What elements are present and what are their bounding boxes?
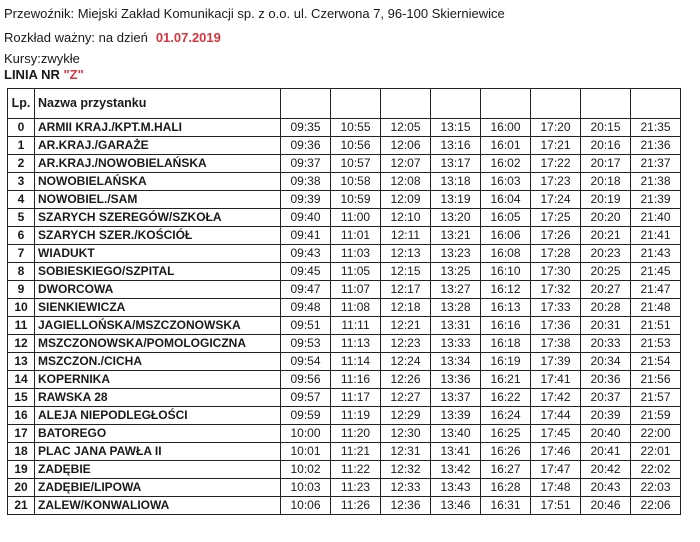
stop-number: 3	[8, 173, 35, 191]
departure-time: 17:22	[531, 155, 581, 173]
departure-time: 09:57	[281, 389, 331, 407]
departure-time: 20:20	[581, 209, 631, 227]
departure-time: 11:03	[331, 245, 381, 263]
table-header-row	[8, 89, 681, 119]
stop-number: 18	[8, 443, 35, 461]
departure-time: 13:37	[431, 389, 481, 407]
table-row	[8, 245, 681, 263]
table-row	[8, 209, 681, 227]
departure-time: 11:14	[331, 353, 381, 371]
departure-time: 20:28	[581, 299, 631, 317]
table-row	[8, 497, 681, 515]
departure-time: 16:16	[481, 317, 531, 335]
departure-time: 20:25	[581, 263, 631, 281]
stop-number: 21	[8, 497, 35, 515]
departure-time: 20:15	[581, 119, 631, 137]
departure-time: 16:05	[481, 209, 531, 227]
departure-time: 13:40	[431, 425, 481, 443]
stop-number: 11	[8, 317, 35, 335]
departure-time: 21:38	[631, 173, 681, 191]
departure-time: 09:35	[281, 119, 331, 137]
departure-time: 16:26	[481, 443, 531, 461]
stop-number: 0	[8, 119, 35, 137]
departure-time: 17:51	[531, 497, 581, 515]
stop-number: 10	[8, 299, 35, 317]
table-row	[8, 425, 681, 443]
departure-time: 12:23	[381, 335, 431, 353]
departure-time: 09:51	[281, 317, 331, 335]
departure-time: 20:41	[581, 443, 631, 461]
departure-time: 20:21	[581, 227, 631, 245]
departure-time: 13:19	[431, 191, 481, 209]
departure-time: 20:46	[581, 497, 631, 515]
departure-time: 11:26	[331, 497, 381, 515]
departure-time: 12:15	[381, 263, 431, 281]
departure-time: 16:03	[481, 173, 531, 191]
departure-time: 11:05	[331, 263, 381, 281]
departure-time: 09:37	[281, 155, 331, 173]
departure-time: 12:27	[381, 389, 431, 407]
departure-time: 22:00	[631, 425, 681, 443]
stop-name: SOBIESKIEGO/SZPITAL	[35, 263, 281, 281]
stop-number: 15	[8, 389, 35, 407]
stop-name: ZALEW/KONWALIOWA	[35, 497, 281, 515]
timetable	[7, 88, 681, 515]
table-row	[8, 191, 681, 209]
stop-name: JAGIELLOŃSKA/MSZCZONOWSKA	[35, 317, 281, 335]
departure-time: 13:18	[431, 173, 481, 191]
carrier-line: Przewoźnik: Miejski Zakład Komunikacji sp. z o.o. ul. Czerwona 7, 96-100 Skierniewice	[4, 6, 505, 21]
departure-time: 21:40	[631, 209, 681, 227]
departure-time: 12:17	[381, 281, 431, 299]
departure-time: 11:16	[331, 371, 381, 389]
departure-time: 22:03	[631, 479, 681, 497]
table-row	[8, 227, 681, 245]
departure-time: 20:27	[581, 281, 631, 299]
departure-time: 21:57	[631, 389, 681, 407]
departure-time: 17:36	[531, 317, 581, 335]
departure-time: 21:37	[631, 155, 681, 173]
departure-time: 13:46	[431, 497, 481, 515]
departure-time: 17:23	[531, 173, 581, 191]
table-row	[8, 371, 681, 389]
stop-number: 13	[8, 353, 35, 371]
departure-time: 16:10	[481, 263, 531, 281]
departure-time: 16:12	[481, 281, 531, 299]
departure-time: 12:11	[381, 227, 431, 245]
departure-time: 12:32	[381, 461, 431, 479]
departure-time: 21:39	[631, 191, 681, 209]
departure-time: 09:40	[281, 209, 331, 227]
departure-time: 13:17	[431, 155, 481, 173]
departure-time: 21:48	[631, 299, 681, 317]
departure-time: 17:33	[531, 299, 581, 317]
departure-time: 13:33	[431, 335, 481, 353]
departure-time: 09:47	[281, 281, 331, 299]
stop-name: ARMII KRAJ./KPT.M.HALI	[35, 119, 281, 137]
departure-time: 17:48	[531, 479, 581, 497]
departure-time: 20:43	[581, 479, 631, 497]
departure-time: 20:39	[581, 407, 631, 425]
departure-time: 21:41	[631, 227, 681, 245]
departure-time: 16:22	[481, 389, 531, 407]
departure-time: 09:53	[281, 335, 331, 353]
stop-name: ALEJA NIEPODLEGŁOŚCI	[35, 407, 281, 425]
table-row	[8, 155, 681, 173]
stop-number: 20	[8, 479, 35, 497]
departure-time: 09:36	[281, 137, 331, 155]
departure-time: 20:42	[581, 461, 631, 479]
stop-name: SIENKIEWICZA	[35, 299, 281, 317]
departure-time: 11:17	[331, 389, 381, 407]
departure-time: 17:39	[531, 353, 581, 371]
departure-time: 11:08	[331, 299, 381, 317]
departure-time: 22:06	[631, 497, 681, 515]
table-row	[8, 479, 681, 497]
departure-time: 17:24	[531, 191, 581, 209]
departure-time: 22:01	[631, 443, 681, 461]
departure-time: 17:47	[531, 461, 581, 479]
departure-time: 09:56	[281, 371, 331, 389]
departure-time: 13:15	[431, 119, 481, 137]
validity-date: 01.07.2019	[155, 30, 221, 45]
departure-time: 09:45	[281, 263, 331, 281]
departure-time: 20:17	[581, 155, 631, 173]
departure-time: 09:43	[281, 245, 331, 263]
departure-time: 13:34	[431, 353, 481, 371]
stop-name: MSZCZON./CICHA	[35, 353, 281, 371]
departure-time: 12:30	[381, 425, 431, 443]
departure-time: 21:56	[631, 371, 681, 389]
departure-time: 21:36	[631, 137, 681, 155]
header-blank-cell	[581, 89, 631, 119]
departure-time: 17:25	[531, 209, 581, 227]
departure-time: 09:54	[281, 353, 331, 371]
stop-name: NOWOBIEL./SAM	[35, 191, 281, 209]
table-row	[8, 137, 681, 155]
departure-time: 20:36	[581, 371, 631, 389]
departure-time: 17:38	[531, 335, 581, 353]
table-row	[8, 407, 681, 425]
departure-time: 11:11	[331, 317, 381, 335]
table-row	[8, 389, 681, 407]
table-row	[8, 299, 681, 317]
departure-time: 13:39	[431, 407, 481, 425]
header-blank-cell	[531, 89, 581, 119]
departure-time: 12:26	[381, 371, 431, 389]
line-label: LINIA NR	[4, 67, 60, 82]
departure-time: 16:31	[481, 497, 531, 515]
departure-time: 16:04	[481, 191, 531, 209]
table-row	[8, 281, 681, 299]
departure-time: 12:24	[381, 353, 431, 371]
departure-time: 17:20	[531, 119, 581, 137]
stop-name: RAWSKA 28	[35, 389, 281, 407]
departure-time: 10:57	[331, 155, 381, 173]
departure-time: 17:30	[531, 263, 581, 281]
departure-time: 17:44	[531, 407, 581, 425]
departure-time: 17:32	[531, 281, 581, 299]
departure-time: 11:22	[331, 461, 381, 479]
stop-name: ZADĘBIE/LIPOWA	[35, 479, 281, 497]
departure-time: 16:25	[481, 425, 531, 443]
departure-time: 22:02	[631, 461, 681, 479]
departure-time: 09:41	[281, 227, 331, 245]
stop-name: DWORCOWA	[35, 281, 281, 299]
departure-time: 21:47	[631, 281, 681, 299]
departure-time: 20:23	[581, 245, 631, 263]
stop-name: PLAC JANA PAWŁA II	[35, 443, 281, 461]
stop-name: NOWOBIELAŃSKA	[35, 173, 281, 191]
departure-time: 16:18	[481, 335, 531, 353]
departure-time: 10:01	[281, 443, 331, 461]
departure-time: 13:25	[431, 263, 481, 281]
stop-name: WIADUKT	[35, 245, 281, 263]
stop-name: SZARYCH SZEREGÓW/SZKOŁA	[35, 209, 281, 227]
departure-time: 13:21	[431, 227, 481, 245]
header-lp: Lp.	[8, 89, 35, 119]
line-title	[4, 67, 84, 82]
stop-number: 5	[8, 209, 35, 227]
departure-time: 13:43	[431, 479, 481, 497]
table-row	[8, 443, 681, 461]
departure-time: 12:31	[381, 443, 431, 461]
departure-time: 21:51	[631, 317, 681, 335]
departure-time: 13:16	[431, 137, 481, 155]
table-row	[8, 173, 681, 191]
departure-time: 12:05	[381, 119, 431, 137]
stop-name: MSZCZONOWSKA/POMOLOGICZNA	[35, 335, 281, 353]
departure-time: 21:59	[631, 407, 681, 425]
departure-time: 17:42	[531, 389, 581, 407]
stop-number: 16	[8, 407, 35, 425]
departure-time: 13:42	[431, 461, 481, 479]
departure-time: 11:21	[331, 443, 381, 461]
stop-number: 4	[8, 191, 35, 209]
departure-time: 16:02	[481, 155, 531, 173]
stop-number: 1	[8, 137, 35, 155]
departure-time: 16:28	[481, 479, 531, 497]
departure-time: 16:21	[481, 371, 531, 389]
departure-time: 17:46	[531, 443, 581, 461]
departure-time: 16:00	[481, 119, 531, 137]
stop-number: 2	[8, 155, 35, 173]
stop-name: KOPERNIKA	[35, 371, 281, 389]
departure-time: 09:38	[281, 173, 331, 191]
departure-time: 20:33	[581, 335, 631, 353]
departure-time: 10:02	[281, 461, 331, 479]
departure-time: 10:55	[331, 119, 381, 137]
header-blank-cell	[431, 89, 481, 119]
header-blank-cell	[281, 89, 331, 119]
departure-time: 16:27	[481, 461, 531, 479]
departure-time: 10:06	[281, 497, 331, 515]
stop-number: 12	[8, 335, 35, 353]
departure-time: 11:23	[331, 479, 381, 497]
departure-time: 20:18	[581, 173, 631, 191]
header-blank-cell	[631, 89, 681, 119]
departure-time: 21:53	[631, 335, 681, 353]
departure-time: 13:20	[431, 209, 481, 227]
table-row	[8, 353, 681, 371]
departure-time: 13:36	[431, 371, 481, 389]
departure-time: 09:59	[281, 407, 331, 425]
departure-time: 12:33	[381, 479, 431, 497]
departure-time: 10:58	[331, 173, 381, 191]
departure-time: 13:31	[431, 317, 481, 335]
departure-time: 21:35	[631, 119, 681, 137]
table-row	[8, 263, 681, 281]
departure-time: 12:09	[381, 191, 431, 209]
stop-name: AR.KRAJ./GARAŻE	[35, 137, 281, 155]
departure-time: 20:16	[581, 137, 631, 155]
departure-time: 17:28	[531, 245, 581, 263]
departure-time: 10:03	[281, 479, 331, 497]
departure-time: 10:59	[331, 191, 381, 209]
stop-number: 14	[8, 371, 35, 389]
departure-time: 12:13	[381, 245, 431, 263]
departure-time: 16:01	[481, 137, 531, 155]
stop-name: AR.KRAJ./NOWOBIELAŃSKA	[35, 155, 281, 173]
departure-time: 12:08	[381, 173, 431, 191]
departure-time: 09:48	[281, 299, 331, 317]
departure-time: 10:00	[281, 425, 331, 443]
departure-time: 11:19	[331, 407, 381, 425]
stop-number: 17	[8, 425, 35, 443]
header-stop-name: Nazwa przystanku	[35, 89, 281, 119]
validity-line	[4, 30, 221, 45]
table-row	[8, 461, 681, 479]
table-row	[8, 335, 681, 353]
stop-name: ZADĘBIE	[35, 461, 281, 479]
departure-time: 20:19	[581, 191, 631, 209]
departure-time: 21:54	[631, 353, 681, 371]
stop-number: 9	[8, 281, 35, 299]
departure-time: 11:20	[331, 425, 381, 443]
stop-number: 8	[8, 263, 35, 281]
line-name: "Z"	[63, 67, 84, 82]
table-row	[8, 119, 681, 137]
departure-time: 20:31	[581, 317, 631, 335]
departure-time: 12:18	[381, 299, 431, 317]
departure-time: 09:39	[281, 191, 331, 209]
departure-time: 13:27	[431, 281, 481, 299]
departure-time: 10:56	[331, 137, 381, 155]
departure-time: 20:40	[581, 425, 631, 443]
departure-time: 20:37	[581, 389, 631, 407]
stop-number: 19	[8, 461, 35, 479]
departure-time: 12:10	[381, 209, 431, 227]
departure-time: 12:21	[381, 317, 431, 335]
departure-time: 21:45	[631, 263, 681, 281]
departure-time: 12:06	[381, 137, 431, 155]
departure-time: 13:28	[431, 299, 481, 317]
stop-number: 6	[8, 227, 35, 245]
header-blank-cell	[381, 89, 431, 119]
stop-name: SZARYCH SZER./KOŚCIÓŁ	[35, 227, 281, 245]
departure-time: 12:36	[381, 497, 431, 515]
header-blank-cell	[331, 89, 381, 119]
table-row	[8, 317, 681, 335]
departure-time: 17:21	[531, 137, 581, 155]
departure-time: 11:13	[331, 335, 381, 353]
departure-time: 12:29	[381, 407, 431, 425]
departure-time: 16:08	[481, 245, 531, 263]
departure-time: 16:06	[481, 227, 531, 245]
departure-time: 16:24	[481, 407, 531, 425]
departure-time: 20:34	[581, 353, 631, 371]
departure-time: 17:41	[531, 371, 581, 389]
departure-time: 13:41	[431, 443, 481, 461]
courses-line: Kursy:zwykłe	[4, 51, 80, 66]
departure-time: 21:43	[631, 245, 681, 263]
departure-time: 16:13	[481, 299, 531, 317]
validity-label: Rozkład ważny: na dzień	[4, 30, 148, 45]
departure-time: 11:00	[331, 209, 381, 227]
departure-time: 16:19	[481, 353, 531, 371]
stop-number: 7	[8, 245, 35, 263]
departure-time: 17:26	[531, 227, 581, 245]
stop-name: BATOREGO	[35, 425, 281, 443]
departure-time: 17:45	[531, 425, 581, 443]
departure-time: 12:07	[381, 155, 431, 173]
departure-time: 11:07	[331, 281, 381, 299]
header-blank-cell	[481, 89, 531, 119]
departure-time: 13:23	[431, 245, 481, 263]
departure-time: 11:01	[331, 227, 381, 245]
